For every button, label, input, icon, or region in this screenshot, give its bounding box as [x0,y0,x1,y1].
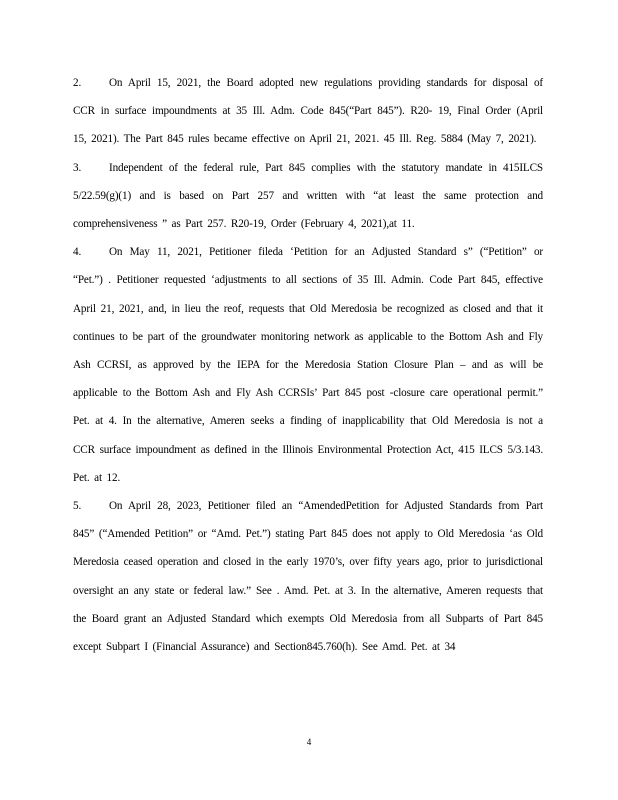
paragraph-2 [73,69,543,154]
paragraph-4 [73,238,543,492]
paragraph-text: On May 11, 2021, Petitioner fileda ‘Petition for an Adjusted Standard s” (“Petition” or “Pet.”) . Petitioner requested ‘adjustments to all sections of 35 Ill. Admin. Code Part 845, effective April 21, 2021, and, in lieu the reof, requests that Old Meredosia be recognized as closed and that it continues to be part of the groundwater monitoring network as applicable to the Bottom Ash and Fly Ash CCRSI, as approved by the IEPA for the Meredosia Station Closure Plan – and as will be applicable to the Bottom Ash and Fly Ash CCRSIs’ Part 845 post -closure care operational permit.” Pet. at 4. In the alternative, Ameren seeks a finding of inapplicability that Old Meredosia is not a CCR surface impoundment as defined in the Illinois Environmental Protection Act, 415 ILCS 5/3.143. Pet. at 12. [73,246,543,484]
page-number: 4 [306,737,312,747]
document-body [73,69,543,661]
paragraph-number: 3. [73,161,82,174]
paragraph-text: On April 28, 2023, Petitioner filed an “AmendedPetition for Adjusted Standards from Part 845” (“Amended Petition” or “Amd. Pet.”) stating Part 845 does not apply to Old Meredosia ‘as Old Meredosia ceased operation and closed in the early 1970’s, over fifty years ago, prior to jurisdictional oversight an any state or federal law.” See . Amd. Pet. at 3. In the alternative, Ameren requests that the Board grant an Adjusted Standard which exempts Old Meredosia from all Subparts of Part 845 except Subpart I (Financial Assurance) and Section845.760(h). See Amd. Pet. at 34 [73,500,543,654]
paragraph-number: 5. [73,500,82,513]
paragraph-number: 4. [73,246,82,259]
paragraph-3 [73,154,543,239]
paragraph-number: 2. [73,77,82,89]
paragraph-text: Independent of the federal rule, Part 845 complies with the statutory mandate in 415ILCS 5/22.59(g)(1) and is based on Part 257 and written with “at least the same protection and comprehensiveness ” as Part 257. R20-19, Order (February 4, 2021),at 11. [73,161,543,231]
paragraph-text: On April 15, 2021, the Board adopted new regulations providing standards for disposal of CCR in surface impoundments at 35 Ill. Adm. Code 845(“Part 845”). R20- 19, Final Order (April 15, 2021). The Part 845 rules became effective on April 21, 2021. 45 Ill. Reg. 5884 (May 7, 2021). [73,77,543,146]
paragraph-5 [73,492,543,661]
